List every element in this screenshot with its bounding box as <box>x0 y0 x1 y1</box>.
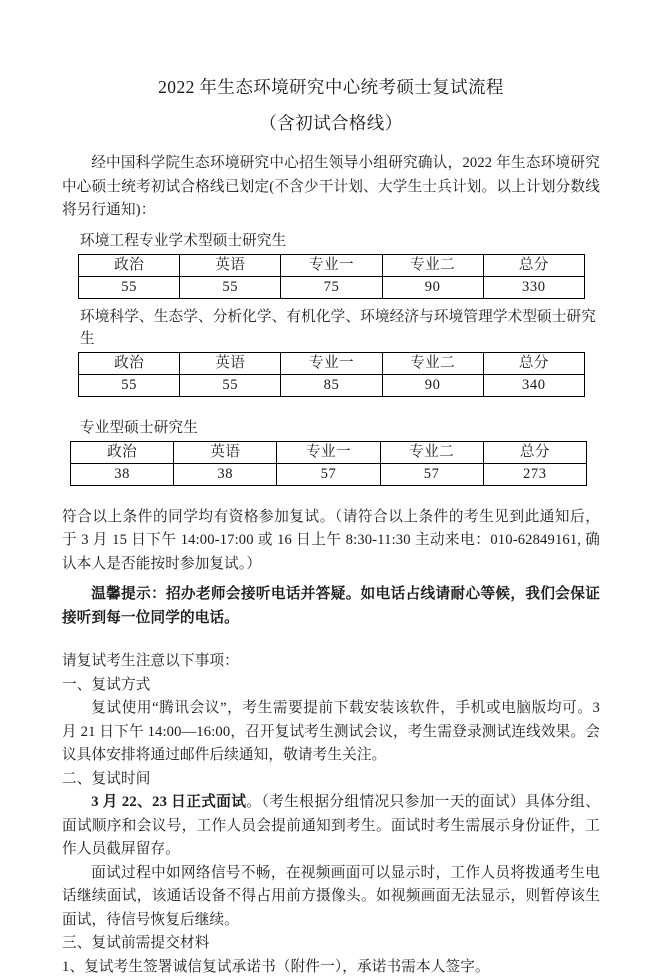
section-two-paragraph <box>62 791 600 862</box>
spacer <box>62 486 600 506</box>
table-cell-score: 273 <box>483 463 586 485</box>
table-header-cell: 专业二 <box>382 352 483 374</box>
table-cell-score: 55 <box>180 276 281 298</box>
table-row <box>79 276 585 298</box>
qualification-notice-paragraph: 符合以上条件的同学均有资格参加复试。（请符合以上条件的考生见到此通知后，于 3 月 15 日下午 14:00-17:00 或 16 日上午 8:30-11:30 主动来电：010-62849161, 确认本人是否能按时参加复试。） <box>62 506 600 577</box>
table-cell-score: 55 <box>180 374 281 396</box>
section-two-heading: 二、复试时间 <box>62 768 600 792</box>
table-header-cell: 政治 <box>79 352 180 374</box>
table-caption-3: 专业型硕士研究生 <box>62 417 600 439</box>
attention-heading: 请复试考生注意以下事项： <box>62 650 600 674</box>
table-header-cell: 英语 <box>180 254 281 276</box>
table-header-cell: 专业二 <box>380 441 483 463</box>
table-row-header <box>79 254 585 276</box>
spacer <box>62 630 600 650</box>
section-three-heading: 三、复试前需提交材料 <box>62 932 600 956</box>
table-row-header <box>71 441 587 463</box>
table-header-cell: 政治 <box>71 441 174 463</box>
section-three-item-1: 1、复试考生签署诚信复试承诺书（附件一），承诺书需本人签字。 <box>62 956 600 979</box>
table-row-header <box>79 352 585 374</box>
table-cell-score: 57 <box>380 463 483 485</box>
score-table-block-1 <box>62 230 600 299</box>
section-two-paragraph-2: 面试过程中如网络信号不畅，在视频画面可以显示时，工作人员将拨通考生电话继续面试，该通话设备不得占用前方摄像头。如视频画面无法显示，则暂停该生面试，待信号恢复后继续。 <box>62 862 600 933</box>
table-header-cell: 专业一 <box>281 254 382 276</box>
table-caption-1: 环境工程专业学术型硕士研究生 <box>62 230 600 252</box>
table-cell-score: 85 <box>281 374 382 396</box>
table-cell-score: 90 <box>382 374 483 396</box>
page-subtitle: （含初试合格线） <box>62 108 600 138</box>
spacer <box>62 223 600 230</box>
section-two-paragraph-rest: 。（考生根据分组情况只参加一天的面试）具体分组、面试顺序和会议号，工作人员会提前通知到考生。面试时考生需展示身份证件，工作人员截屏留存。 <box>62 794 600 857</box>
score-table-block-2 <box>62 306 600 397</box>
table-header-cell: 英语 <box>180 352 281 374</box>
table-header-cell: 专业一 <box>281 352 382 374</box>
table-cell-score: 55 <box>79 374 180 396</box>
warm-tip-paragraph: 温馨提示：招办老师会接听电话并答疑。如电话占线请耐心等候，我们会保证接听到每一位同学的电话。 <box>62 583 600 630</box>
section-one-heading: 一、复试方式 <box>62 674 600 698</box>
score-table-3 <box>70 441 587 486</box>
table-header-cell: 政治 <box>79 254 180 276</box>
spacer <box>62 299 600 306</box>
table-cell-score: 340 <box>483 374 584 396</box>
table-header-cell: 专业一 <box>277 441 380 463</box>
intro-paragraph: 经中国科学院生态环境研究中心招生领导小组研究确认，2022 年生态环境研究中心硕士统考初试合格线已划定(不含少干计划、大学生士兵计划。以上计划分数线将另行通知)： <box>62 152 600 223</box>
interview-date-emphasis: 3 月 22、23 日正式面试 <box>91 794 246 810</box>
table-header-cell: 专业二 <box>382 254 483 276</box>
table-cell-score: 55 <box>79 276 180 298</box>
spacer <box>62 138 600 152</box>
section-one-paragraph: 复试使用“腾讯会议”，考生需要提前下载安装该软件，手机或电脑版均可。3 月 21 日下午 14:00—16:00，召开复试考生测试会议，考生需登录测试连线效果。会议具体安排将通过邮件后续通知，敬请考生关注。 <box>62 697 600 768</box>
score-table-block-3 <box>62 417 600 486</box>
table-cell-score: 90 <box>382 276 483 298</box>
table-row <box>71 463 587 485</box>
table-cell-score: 330 <box>483 276 584 298</box>
table-header-cell: 总分 <box>483 254 584 276</box>
score-table-2 <box>78 352 585 397</box>
table-row <box>79 374 585 396</box>
table-cell-score: 57 <box>277 463 380 485</box>
table-cell-score: 75 <box>281 276 382 298</box>
table-header-cell: 英语 <box>174 441 277 463</box>
table-header-cell: 总分 <box>483 441 586 463</box>
table-header-cell: 总分 <box>483 352 584 374</box>
score-table-1 <box>78 254 585 299</box>
table-caption-2: 环境科学、生态学、分析化学、有机化学、环境经济与环境管理学术型硕士研究生 <box>62 306 600 350</box>
spacer <box>62 576 600 583</box>
spacer <box>62 397 600 417</box>
table-cell-score: 38 <box>71 463 174 485</box>
page-title: 2022 年生态环境研究中心统考硕士复试流程 <box>62 72 600 102</box>
table-cell-score: 38 <box>174 463 277 485</box>
